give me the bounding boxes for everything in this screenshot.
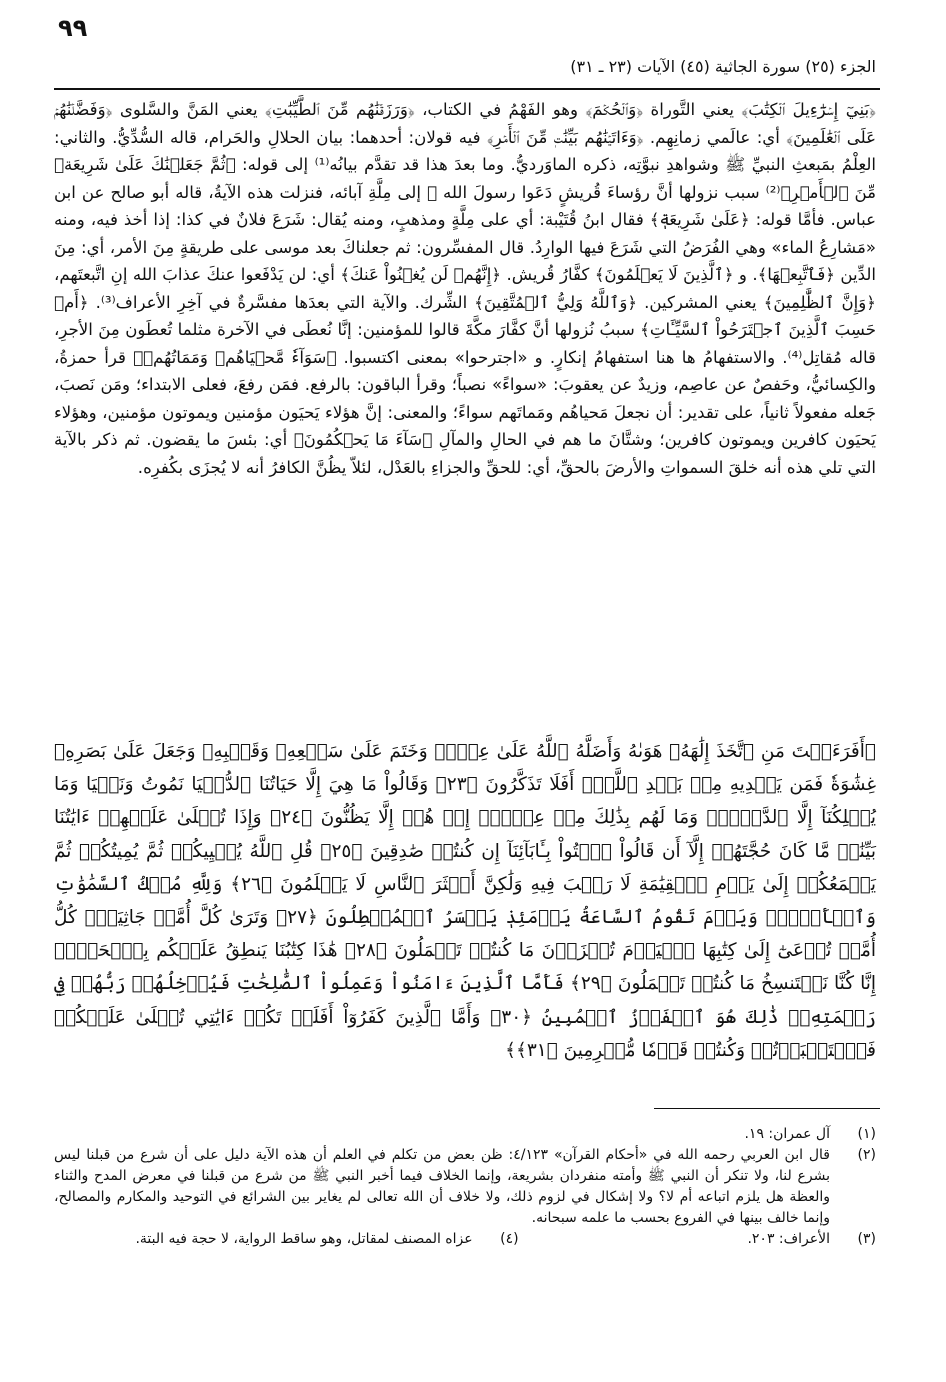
footnote-text: قال ابن العربي رحمه الله في «أحكام القرآن» ٤/١٢٣: ظن بعض من تكلم في العلم أن هذه الآية دليل على أن شرع من قبلنا ليس بشرع لنا، ولا تنكر أن النبي ﷺ وأمته منفردان بشريعة، وإنما الخلاف فيما أخبر النبي ﷺ من شرع من قبلنا في معرض المدح والثناء والعظة هل يلزم اتباعه أم لا؟ ولا إشكال في لزوم ذلك، ولا خلاف أن الله تعالى لم يغاير بين الشرائع في التوحيد والمكارم والمصالح، وإنما خالف بينها في الفروع بحسب ما علمه سبحانه. (54, 1147, 830, 1226)
footnote-text: عزاه المصنف لمقاتل، وهو ساقط الرواية، لا حجة فيه البتة. (135, 1231, 473, 1247)
footnote-number: (٢) (857, 1147, 876, 1163)
header-divider (54, 88, 880, 90)
page-number: ٩٩ (58, 14, 88, 42)
footnote-number: (١) (857, 1126, 876, 1142)
footnote-3 (519, 1229, 876, 1250)
footnote-2 (54, 1145, 876, 1229)
footnotes (54, 1124, 876, 1250)
footnote-divider (654, 1108, 880, 1109)
footnote-1 (54, 1124, 876, 1145)
running-header: الجزء (٢٥) سورة الجاثية (٤٥) الآيات (٢٣ ـ ٣١) (570, 57, 876, 76)
commentary-paragraph: ﴿بَنِيٓ إِسۡرَٰٓءِيلَ ٱلۡكِتَٰبَ﴾ يعني التَّوراة ﴿وَٱلۡحُكۡمَ﴾ وهو الفَهْمُ في الكتاب، ﴿وَرَزَقۡنَٰهُم مِّنَ ٱلطَّيِّبَٰتِ﴾ يعني المَنَّ والسَّلوى ﴿وَفَضَّلۡنَٰهُمۡ عَلَى ٱلۡعَٰلَمِينَ﴾ أي: عالَمي زمانِهِم. ﴿وَءَاتَيۡنَٰهُم بَيِّنَٰتٖ مِّنَ ٱلۡأَمۡرِ﴾ فيه قولان: أحدهما: بيان الحلالِ والحَرام، قاله السُّدِّيُّ. والثاني: العِلْمُ بمَبعثِ النبيِّ ﷺ وشواهدِ نبوَّتِه، ذكره الماوَرديُّ. وما بعدَ هذا قد تقدَّم بيانُه⁽¹⁾ إلى قوله: ﴿ثُمَّ جَعَلۡنَٰكَ عَلَىٰ شَرِيعَةٖ مِّنَ ٱلۡأَمۡرِ﴾⁽²⁾ سبب نزولها أنَّ رؤساءَ قُريشٍ دَعَوا رسولَ الله ﷺ إلى مِلَّةِ آبائه، فنزلت هذه الآيةُ، قاله أبو صالح عن ابن عباس. فأمَّا قوله: ﴿عَلَىٰ شَرِيعَةٖ﴾ فقال ابنُ قُتَيْبة: أي على مِلَّةٍ ومذهبٍ، ومنه يُقال: شَرَعَ فلانٌ في كذا: إذا أخذ فيه، ومنه «مَشارِعُ الماء» وهي الفُرَضُ التي شَرَعَ فيها الوارِدُ. قال المفسِّرون: ثم جعلناكَ بعد موسى على طريقةٍ مِنَ الأمر، أي: مِنَ الدِّين ﴿فَٱتَّبِعۡهَا﴾. و ﴿ٱلَّذِينَ لَا يَعۡلَمُونَ﴾ كفَّارُ قُريش. ﴿إِنَّهُمۡ لَن يُغۡنُواْ عَنكَ﴾ أي: لن يَدْفَعوا عنكَ عذابَ الله إنِ اتَّبعتَهم، ﴿وَإِنَّ ٱلظَّٰلِمِينَ﴾ يعني المشركين. ﴿وَٱللَّهُ وَلِيُّ ٱلۡمُتَّقِينَ﴾ الشِّرك. والآية التي بعدَها مفسَّرةٌ في آخِرِ الأعراف⁽³⁾. ﴿أَمۡ حَسِبَ ٱلَّذِينَ ٱجۡتَرَحُواْ ٱلسَّيِّـَٔاتِ﴾ سببُ نُزولها أنَّ كفَّارَ مكَّةَ قالوا للمؤمنين: إنَّا نُعطَى في الآخرة مثلما تُعطَون مِنَ الأجرِ، قاله مُقاتِل⁽⁴⁾. والاستفهامُ ها هنا استفهامُ إنكارٍ. و «اجترحوا» بمعنى اكتسبوا. ﴿سَوَآءٗ مَّحۡيَاهُمۡ وَمَمَاتُهُمۡ﴾ قرأ حمزةُ، والكِسائيُّ، وحَفصٌ عن عاصِم، وزيدٌ عن يعقوبَ: «سواءً» نصباً؛ وقرأ الباقون: بالرفع. فمَن رفعَ، فعلى الابتداء؛ ومَن نَصبَ، جَعله مفعولاً ثانياً، على تقدير: أن نجعلَ مَحياهُم ومَماتَهم سواءً؛ والمعنى: إنَّ هؤلاء يَحيَون مؤمنين ويموتون مؤمنين، وهؤلاء يَحيَون كافرين ويموتون كافرين؛ وشتَّانَ ما هم في الحالِ والمآلِ ﴿سَآءَ مَا يَحۡكُمُونَ﴾ أي: بئسَ ما يقضون. ثم ذكر بالآية التي تلي هذه أنه خلقَ السمواتِ والأرضَ بالحقِّ، أي: للحقِّ والجزاءِ بالعَدْل، لئلاّ يظُنَّ الكافرُ أنه لا يُجزَى بكُفرِه. (54, 100, 877, 477)
quran-verses-text: ﴿أَفَرَءَيۡتَ مَنِ ٱتَّخَذَ إِلَٰهَهُۥ هَوَىٰهُ وَأَضَلَّهُ ٱللَّهُ عَلَىٰ عِلۡمٖ وَخَتَمَ عَلَىٰ سَمۡعِهِۦ وَقَلۡبِهِۦ وَجَعَلَ عَلَىٰ بَصَرِهِۦ غِشَٰوَةٗ فَمَن يَهۡدِيهِ مِنۢ بَعۡدِ ٱللَّهِۚ أَفَلَا تَذَكَّرُونَ ﴿٢٣﴾ وَقَالُواْ مَا هِيَ إِلَّا حَيَاتُنَا ٱلدُّنۡيَا نَمُوتُ وَنَحۡيَا وَمَا يُهۡلِكُنَآ إِلَّا ٱلدَّهۡرُۚ وَمَا لَهُم بِذَٰلِكَ مِنۡ عِلۡمٍۖ إِنۡ هُمۡ إِلَّا يَظُنُّونَ ﴿٢٤﴾ وَإِذَا تُتۡلَىٰ عَلَيۡهِمۡ ءَايَٰتُنَا بَيِّنَٰتٖ مَّا كَانَ حُجَّتَهُمۡ إِلَّآ أَن قَالُواْ ٱئۡتُواْ بِـَٔابَآئِنَآ إِن كُنتُمۡ صَٰدِقِينَ ﴿٢٥﴾ قُلِ ٱللَّهُ يُحۡيِيكُمۡ ثُمَّ يُمِيتُكُمۡ ثُمَّ يَجۡمَعُكُمۡ إِلَىٰ يَوۡمِ ٱلۡقِيَٰمَةِ لَا رَيۡبَ فِيهِ وَلَٰكِنَّ أَكۡثَرَ ٱلنَّاسِ لَا يَعۡلَمُونَ ﴿٢٦﴾ وَلِلَّهِ مُلۡكُ ٱلسَّمَٰوَٰتِ وَٱلۡأَرۡضِۚ وَيَوۡمَ تَقُومُ ٱلسَّاعَةُ يَوۡمَئِذٖ يَخۡسَرُ ٱلۡمُبۡطِلُونَ ﴿٢٧﴾ وَتَرَىٰ كُلَّ أُمَّةٖ جَاثِيَةٗۚ كُلُّ أُمَّةٖ تُدۡعَىٰٓ إِلَىٰ كِتَٰبِهَا ٱلۡيَوۡمَ تُجۡزَوۡنَ مَا كُنتُمۡ تَعۡمَلُونَ ﴿٢٨﴾ هَٰذَا كِتَٰبُنَا يَنطِقُ عَلَيۡكُم بِٱلۡحَقِّۚ إِنَّا كُنَّا نَسۡتَنسِخُ مَا كُنتُمۡ تَعۡمَلُونَ ﴿٢٩﴾ فَأَمَّا ٱلَّذِينَ ءَامَنُواْ وَعَمِلُواْ ٱلصَّٰلِحَٰتِ فَيُدۡخِلُهُمۡ رَبُّهُمۡ فِي رَحۡمَتِهِۦۚ ذَٰلِكَ هُوَ ٱلۡفَوۡزُ ٱلۡمُبِينُ ﴿٣٠﴾ وَأَمَّا ٱلَّذِينَ كَفَرُوٓاْ أَفَلَمۡ تَكُنۡ ءَايَٰتِي تُتۡلَىٰ عَلَيۡكُمۡ فَٱسۡتَكۡبَرۡتُمۡ وَكُنتُمۡ قَوۡمٗا مُّجۡرِمِينَ ﴿٣١﴾﴾ (54, 741, 877, 1061)
footnote-text: الأعراف: ٢٠٣. (747, 1231, 830, 1247)
commentary-text (54, 96, 876, 481)
footnote-text: آل عمران: ١٩. (744, 1126, 830, 1142)
footnote-number: (٤) (500, 1231, 519, 1247)
quran-verses (54, 735, 876, 1067)
footnote-number: (٣) (857, 1231, 876, 1247)
footnote-4 (54, 1229, 519, 1250)
footnotes-3-4 (54, 1229, 876, 1250)
